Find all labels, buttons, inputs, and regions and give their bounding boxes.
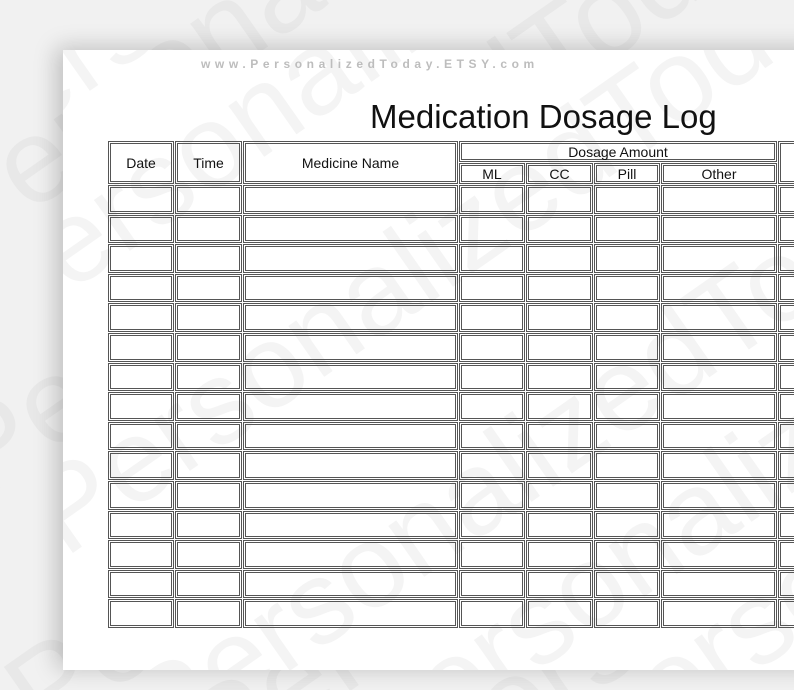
log-cell-extra[interactable] [778,215,794,243]
log-cell-extra[interactable] [778,244,794,273]
log-cell-extra[interactable] [778,540,794,569]
log-cell-pill[interactable] [594,333,660,362]
log-cell-extra[interactable] [778,422,794,450]
header-time: Time [175,141,242,184]
log-cell-extra[interactable] [778,451,794,480]
log-cell-medicine-name[interactable] [243,422,458,450]
log-cell-date[interactable] [108,570,174,598]
log-cell-date[interactable] [108,333,174,362]
site-url: www.PersonalizedToday.ETSY.com [201,57,539,71]
log-cell-date[interactable] [108,274,174,302]
header-other: Other [661,163,777,184]
log-cell-date[interactable] [108,481,174,510]
log-cell-other[interactable] [661,481,777,510]
log-cell-extra[interactable] [778,570,794,598]
log-cell-time[interactable] [175,303,242,332]
log-cell-other[interactable] [661,392,777,421]
log-cell-pill[interactable] [594,422,660,450]
log-cell-pill[interactable] [594,274,660,302]
log-cell-ml[interactable] [459,422,525,450]
log-cell-ml[interactable] [459,540,525,569]
log-cell-ml[interactable] [459,599,525,628]
page-title: Medication Dosage Log [370,98,717,135]
log-cell-ml[interactable] [459,303,525,332]
log-cell-pill[interactable] [594,599,660,628]
log-cell-other[interactable] [661,422,777,450]
log-cell-extra[interactable] [778,363,794,391]
log-cell-medicine-name[interactable] [243,215,458,243]
log-cell-other[interactable] [661,244,777,273]
log-cell-time[interactable] [175,363,242,391]
log-cell-other[interactable] [661,511,777,539]
log-cell-medicine-name[interactable] [243,451,458,480]
log-cell-medicine-name[interactable] [243,363,458,391]
log-cell-time[interactable] [175,185,242,214]
log-cell-ml[interactable] [459,244,525,273]
log-cell-cc[interactable] [526,422,593,450]
log-cell-time[interactable] [175,274,242,302]
log-cell-extra[interactable] [778,599,794,628]
log-cell-ml[interactable] [459,185,525,214]
log-cell-date[interactable] [108,303,174,332]
log-cell-pill[interactable] [594,363,660,391]
log-cell-time[interactable] [175,599,242,628]
log-cell-ml[interactable] [459,363,525,391]
log-cell-other[interactable] [661,274,777,302]
log-cell-pill[interactable] [594,244,660,273]
log-cell-date[interactable] [108,185,174,214]
log-cell-ml[interactable] [459,511,525,539]
log-cell-cc[interactable] [526,215,593,243]
log-cell-medicine-name[interactable] [243,392,458,421]
log-cell-time[interactable] [175,511,242,539]
log-cell-cc[interactable] [526,451,593,480]
log-cell-cc[interactable] [526,185,593,214]
log-cell-extra[interactable] [778,185,794,214]
log-cell-other[interactable] [661,303,777,332]
log-cell-pill[interactable] [594,185,660,214]
log-cell-time[interactable] [175,215,242,243]
log-cell-pill[interactable] [594,303,660,332]
log-cell-ml[interactable] [459,333,525,362]
log-cell-pill[interactable] [594,392,660,421]
log-cell-medicine-name[interactable] [243,244,458,273]
log-cell-other[interactable] [661,215,777,243]
log-cell-date[interactable] [108,540,174,569]
log-cell-pill[interactable] [594,511,660,539]
log-cell-cc[interactable] [526,511,593,539]
log-cell-other[interactable] [661,540,777,569]
log-cell-cc[interactable] [526,303,593,332]
log-cell-extra[interactable] [778,511,794,539]
log-cell-ml[interactable] [459,274,525,302]
log-cell-extra[interactable] [778,303,794,332]
log-cell-time[interactable] [175,570,242,598]
log-cell-cc[interactable] [526,599,593,628]
log-cell-date[interactable] [108,599,174,628]
log-cell-ml[interactable] [459,570,525,598]
log-cell-date[interactable] [108,244,174,273]
log-cell-other[interactable] [661,451,777,480]
log-cell-cc[interactable] [526,481,593,510]
log-cell-cc[interactable] [526,363,593,391]
log-cell-time[interactable] [175,333,242,362]
log-cell-time[interactable] [175,451,242,480]
log-cell-extra[interactable] [778,481,794,510]
log-cell-cc[interactable] [526,570,593,598]
log-cell-date[interactable] [108,511,174,539]
header-extra-column [778,141,794,184]
log-cell-ml[interactable] [459,451,525,480]
log-cell-pill[interactable] [594,451,660,480]
log-cell-medicine-name[interactable] [243,511,458,539]
log-cell-extra[interactable] [778,333,794,362]
log-cell-medicine-name[interactable] [243,599,458,628]
log-cell-cc[interactable] [526,244,593,273]
log-cell-other[interactable] [661,570,777,598]
log-cell-date[interactable] [108,422,174,450]
log-cell-medicine-name[interactable] [243,303,458,332]
log-cell-cc[interactable] [526,540,593,569]
log-cell-other[interactable] [661,333,777,362]
log-cell-time[interactable] [175,481,242,510]
header-date: Date [108,141,174,184]
log-cell-extra[interactable] [778,392,794,421]
log-cell-cc[interactable] [526,274,593,302]
log-cell-date[interactable] [108,451,174,480]
log-cell-medicine-name[interactable] [243,481,458,510]
log-cell-extra[interactable] [778,274,794,302]
log-cell-cc[interactable] [526,392,593,421]
log-cell-date[interactable] [108,363,174,391]
header-ml: ML [459,163,525,184]
log-cell-medicine-name[interactable] [243,540,458,569]
log-cell-medicine-name[interactable] [243,274,458,302]
log-cell-ml[interactable] [459,392,525,421]
log-cell-pill[interactable] [594,215,660,243]
log-cell-time[interactable] [175,422,242,450]
log-cell-pill[interactable] [594,481,660,510]
log-cell-other[interactable] [661,185,777,214]
log-cell-pill[interactable] [594,540,660,569]
log-cell-time[interactable] [175,244,242,273]
log-cell-ml[interactable] [459,215,525,243]
log-cell-other[interactable] [661,363,777,391]
log-cell-date[interactable] [108,392,174,421]
log-cell-medicine-name[interactable] [243,185,458,214]
log-cell-ml[interactable] [459,481,525,510]
log-cell-medicine-name[interactable] [243,570,458,598]
log-cell-date[interactable] [108,215,174,243]
log-cell-pill[interactable] [594,570,660,598]
log-cell-medicine-name[interactable] [243,333,458,362]
log-cell-other[interactable] [661,599,777,628]
dosage-log-table [63,50,794,670]
header-pill: Pill [594,163,660,184]
header-dosage-amount: Dosage Amount [459,141,777,162]
log-sheet [63,50,794,670]
log-cell-cc[interactable] [526,333,593,362]
log-cell-time[interactable] [175,392,242,421]
header-medicine-name: Medicine Name [243,141,458,184]
log-cell-time[interactable] [175,540,242,569]
header-cc: CC [526,163,593,184]
